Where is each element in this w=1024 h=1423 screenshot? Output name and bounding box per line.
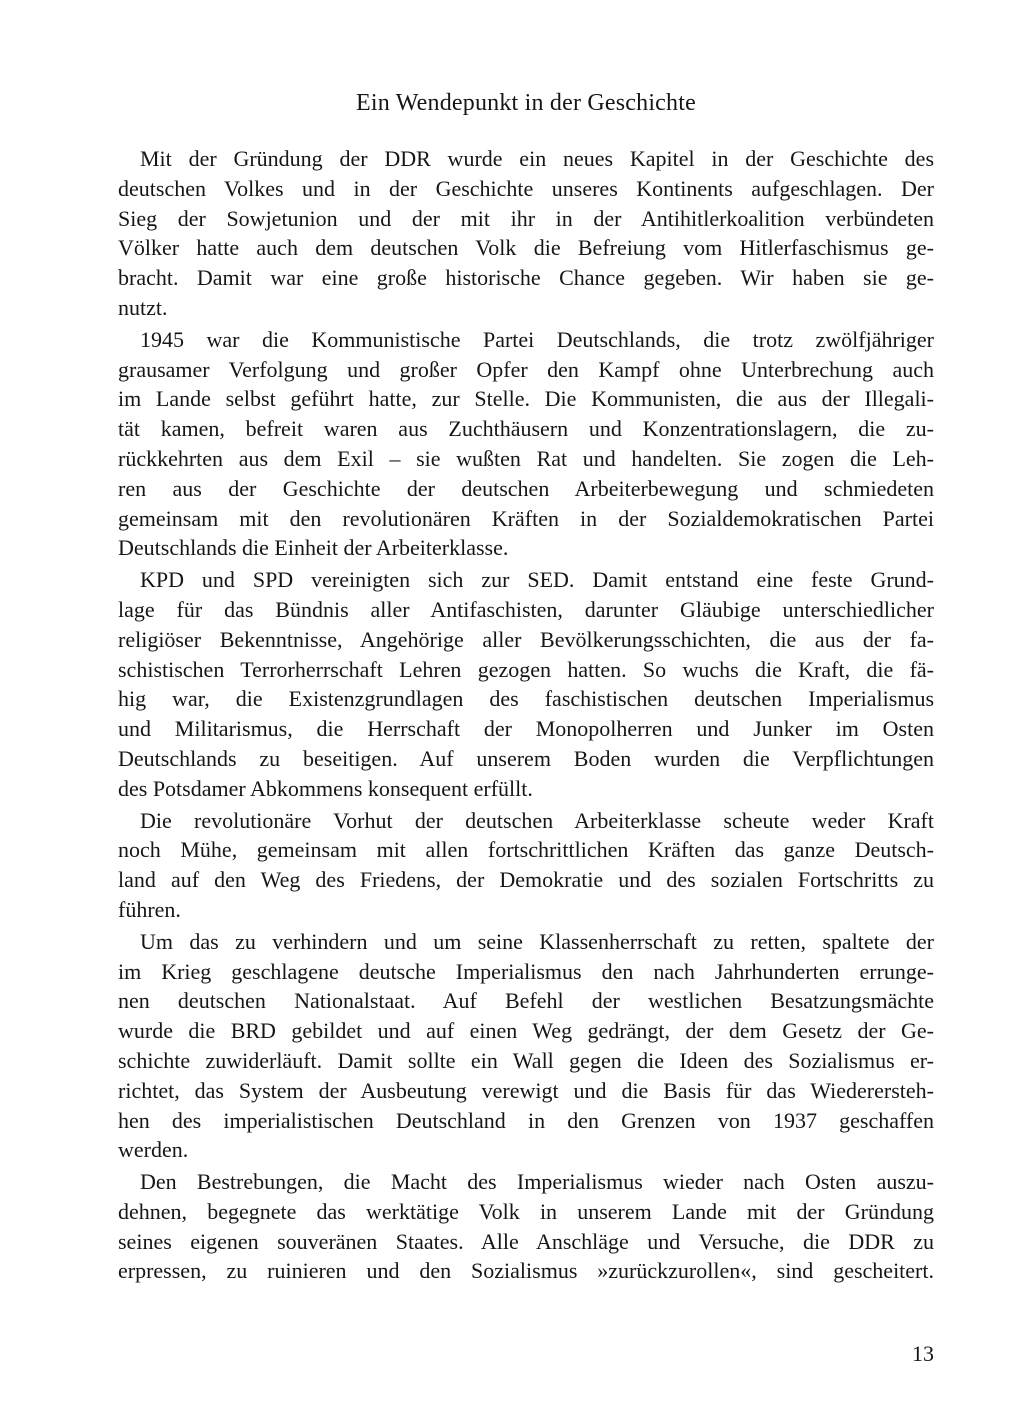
text-line: noch Mühe, gemeinsam mit allen fortschrittlichen Kräften das ganze Deutsch- xyxy=(118,837,934,863)
text-line: Die revolutionäre Vorhut der deutschen Arbeiterklasse scheute weder Kraft xyxy=(140,807,934,833)
paragraph-2 xyxy=(118,325,934,563)
text-line: rückkehrten aus dem Exil – sie wußten Rat und handelten. Sie zogen die Leh- xyxy=(118,445,934,471)
text-line: Um das zu verhindern und um seine Klassenherrschaft zu retten, spaltete der xyxy=(140,928,934,954)
text-line: Deutschlands die Einheit der Arbeiterklasse. xyxy=(118,535,509,561)
page-number: 13 xyxy=(912,1341,934,1366)
text-line: dehnen, begegnete das werktätige Volk in unserem Lande mit der Gründung xyxy=(118,1198,934,1224)
text-line: deutschen Volkes und in der Geschichte unseres Kontinents aufgeschlagen. Der xyxy=(118,175,934,201)
text-line: Völker hatte auch dem deutschen Volk die Befreiung vom Hitlerfaschismus ge- xyxy=(118,235,934,261)
text-line: Sieg der Sowjetunion und der mit ihr in der Antihitlerkoalition verbündeten xyxy=(118,205,934,231)
document-page xyxy=(118,88,934,1288)
page-heading: Ein Wendepunkt in der Geschichte xyxy=(356,90,696,116)
paragraph-1 xyxy=(118,144,934,323)
text-line: im Krieg geschlagene deutsche Imperialismus den nach Jahrhunderten errunge- xyxy=(118,958,934,984)
text-line: schistischen Terrorherrschaft Lehren gezogen hatten. So wuchs die Kraft, die fä- xyxy=(118,656,934,682)
text-line: KPD und SPD vereinigten sich zur SED. Damit entstand eine feste Grund- xyxy=(140,567,934,593)
paragraph-3 xyxy=(118,565,934,803)
paragraph-5 xyxy=(118,927,934,1165)
text-line: hen des imperialistischen Deutschland in den Grenzen von 1937 geschaffen xyxy=(118,1107,934,1133)
text-line: ren aus der Geschichte der deutschen Arbeiterbewegung und schmiedeten xyxy=(118,475,934,501)
text-line: führen. xyxy=(118,896,181,922)
paragraph-4 xyxy=(118,806,934,925)
text-line: religiöser Bekenntnisse, Angehörige aller Bevölkerungsschichten, die aus der fa- xyxy=(118,626,934,652)
text-line: tät kamen, befreit waren aus Zuchthäusern und Konzentrationslagern, die zu- xyxy=(118,416,934,442)
text-line: 1945 war die Kommunistische Partei Deutschlands, die trotz zwölfjähriger xyxy=(140,326,934,352)
text-line: nutzt. xyxy=(118,294,168,320)
text-line: gemeinsam mit den revolutionären Kräften in der Sozialdemokratischen Partei xyxy=(118,505,934,531)
text-line: hig war, die Existenzgrundlagen des faschistischen deutschen Imperialismus xyxy=(118,686,934,712)
text-line: richtet, das System der Ausbeutung verewigt und die Basis für das Wiederersteh- xyxy=(118,1077,934,1103)
text-line: im Lande selbst geführt hatte, zur Stelle. Die Kommunisten, die aus der Illegali- xyxy=(118,386,934,412)
text-line: werden. xyxy=(118,1137,189,1163)
text-line: des Potsdamer Abkommens konsequent erfüllt. xyxy=(118,775,533,801)
paragraph-6 xyxy=(118,1167,934,1286)
text-line: Mit der Gründung der DDR wurde ein neues Kapitel in der Geschichte des xyxy=(140,146,934,171)
text-line: Den Bestrebungen, die Macht des Imperialismus wieder nach Osten auszu- xyxy=(140,1169,934,1195)
body-text xyxy=(118,144,934,1286)
text-line: grausamer Verfolgung und großer Opfer den Kampf ohne Unterbrechung auch xyxy=(118,356,934,382)
text-line: schichte zuwiderläuft. Damit sollte ein Wall gegen die Ideen des Sozialismus er- xyxy=(118,1047,934,1073)
text-line: wurde die BRD gebildet und auf einen Weg gedrängt, der dem Gesetz der Ge- xyxy=(118,1018,934,1044)
text-line: erpressen, zu ruinieren und den Sozialismus »zurückzurollen«, sind gescheitert. xyxy=(118,1258,934,1284)
text-line: land auf den Weg des Friedens, der Demokratie und des sozialen Fortschritts zu xyxy=(118,867,934,893)
text-line: lage für das Bündnis aller Antifaschisten, darunter Gläubige unterschiedlicher xyxy=(118,596,934,622)
text-line: Deutschlands zu beseitigen. Auf unserem Boden wurden die Verpflichtungen xyxy=(118,745,934,771)
text-line: nen deutschen Nationalstaat. Auf Befehl der westlichen Besatzungsmächte xyxy=(118,988,934,1014)
text-line: und Militarismus, die Herrschaft der Monopolherren und Junker im Osten xyxy=(118,716,934,742)
text-line: seines eigenen souveränen Staates. Alle Anschläge und Versuche, die DDR zu xyxy=(118,1228,934,1254)
text-line: bracht. Damit war eine große historische Chance gegeben. Wir haben sie ge- xyxy=(118,265,934,291)
